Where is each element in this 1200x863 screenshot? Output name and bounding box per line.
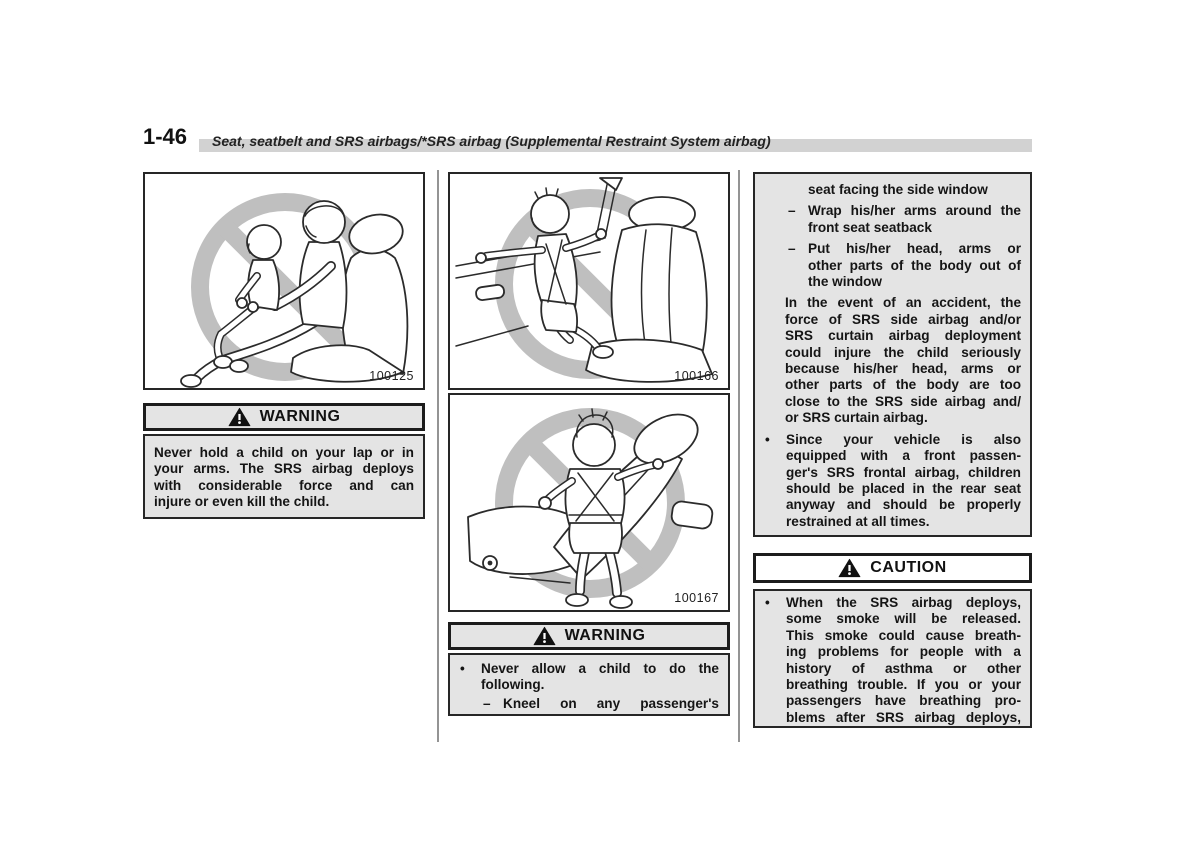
text-line: Since your vehicle is also (786, 431, 1021, 447)
text-line: equipped with a front passen- (786, 448, 1021, 464)
warning-header-left (143, 403, 425, 431)
warning-body-left (143, 434, 425, 519)
dash-marker: – (483, 695, 491, 711)
column-left (143, 172, 425, 747)
text-line: some smoke will be released. (786, 611, 1021, 627)
page-title: Seat, seatbelt and SRS airbags/*SRS airbag (Supplemental Restraint System airbag) (212, 133, 771, 149)
caution-text (786, 595, 1021, 726)
caution-bullet-item (764, 595, 1021, 726)
warning-text (481, 661, 719, 694)
warning-body-middle (448, 653, 730, 716)
column-right (753, 172, 1032, 747)
text-line: history of asthma or other (786, 660, 1021, 676)
text-line: because his/her head, arms or (785, 361, 1021, 377)
warning-bullet-item (459, 661, 719, 694)
dash-marker: – (788, 241, 796, 257)
warning-text (785, 295, 1021, 426)
text-line: force of SRS side airbag and/or (785, 311, 1021, 327)
caution-header (753, 553, 1032, 583)
text-line: ger's SRS frontal airbag, children (786, 464, 1021, 480)
warning-text (808, 203, 1021, 236)
dash-marker: – (788, 203, 796, 219)
text-line: ing problems for people with a (786, 644, 1021, 660)
warning-paragraph (154, 445, 414, 511)
text-line: anyway and should be properly (786, 497, 1021, 513)
text-line: your arms. The SRS airbag deploys (154, 461, 414, 477)
warning-text (154, 445, 414, 511)
warning-triangle-icon (533, 626, 556, 646)
text-line: injure or even kill the child. (154, 494, 330, 510)
warning-bullet-item (764, 432, 1021, 530)
figure-100167 (448, 393, 730, 612)
warning-dash-item (483, 696, 719, 712)
text-line: passengers have breathing pro- (786, 693, 1021, 709)
text-line: Put his/her head, arms or (808, 241, 1021, 257)
warning-paragraph (785, 295, 1021, 426)
column-divider (738, 170, 740, 742)
text-line: could injure the child seriously (785, 344, 1021, 360)
text-line: close to the SRS side airbag and/ (785, 393, 1021, 409)
text-line: or SRS curtain airbag. (785, 410, 928, 426)
text-line: Never allow a child to do the (481, 661, 719, 676)
text-line: other parts of the body out of (808, 257, 1021, 273)
warning-body-continued (753, 172, 1032, 537)
warning-dash-item (788, 241, 1021, 290)
child-kneeling-window-illustration (450, 174, 728, 388)
caution-header-label: CAUTION (870, 559, 947, 576)
text-line: other parts of the body are too (785, 377, 1021, 393)
bullet-marker: • (765, 431, 770, 447)
text-line: with considerable force and can (154, 477, 414, 493)
text-line: the window (808, 274, 883, 290)
text-line: Never hold a child on your lap or in (154, 445, 414, 460)
text-line: following. (481, 677, 545, 693)
warning-triangle-icon (228, 407, 251, 427)
bullet-marker: • (460, 661, 465, 676)
text-line: Wrap his/her arms around the (808, 203, 1021, 219)
figure-number: 100167 (674, 591, 719, 605)
figure-100166 (448, 172, 730, 390)
figure-number: 100125 (369, 369, 414, 383)
warning-text (503, 696, 719, 712)
text-line: breathing trouble. If you or your (786, 677, 1021, 693)
warning-dash-item (788, 203, 1021, 236)
child-over-seatback-illustration (450, 395, 728, 610)
text-line: This smoke could cause breath- (786, 627, 1021, 643)
text-line: When the SRS airbag deploys, (786, 595, 1021, 610)
text-line: seat facing the side window (808, 182, 988, 197)
caution-body (753, 589, 1032, 728)
caution-triangle-icon (838, 558, 861, 578)
warning-text (808, 182, 1021, 198)
text-line: Kneel on any passenger's (503, 695, 719, 711)
text-line: restrained at all times. (786, 513, 930, 529)
text-line: blems after SRS airbag deploys, (786, 709, 1021, 725)
warning-text (808, 241, 1021, 290)
text-line: In the event of an accident, the (785, 295, 1021, 311)
text-line: front seat seatback (808, 219, 932, 235)
text-line: should be placed in the rear seat (786, 480, 1021, 496)
warning-header-middle (448, 622, 730, 650)
column-middle (448, 172, 730, 747)
text-line: SRS curtain airbag deployment (785, 328, 1021, 344)
column-divider (437, 170, 439, 742)
figure-100125 (143, 172, 425, 390)
warning-header-label: WARNING (564, 627, 646, 644)
page-number: 1-46 (143, 124, 188, 149)
warning-header-label: WARNING (259, 408, 341, 425)
bullet-marker: • (765, 595, 770, 610)
child-on-lap-illustration (145, 174, 423, 388)
dash-item-continuation (808, 182, 1021, 198)
warning-text (786, 432, 1021, 530)
figure-number: 100166 (674, 369, 719, 383)
